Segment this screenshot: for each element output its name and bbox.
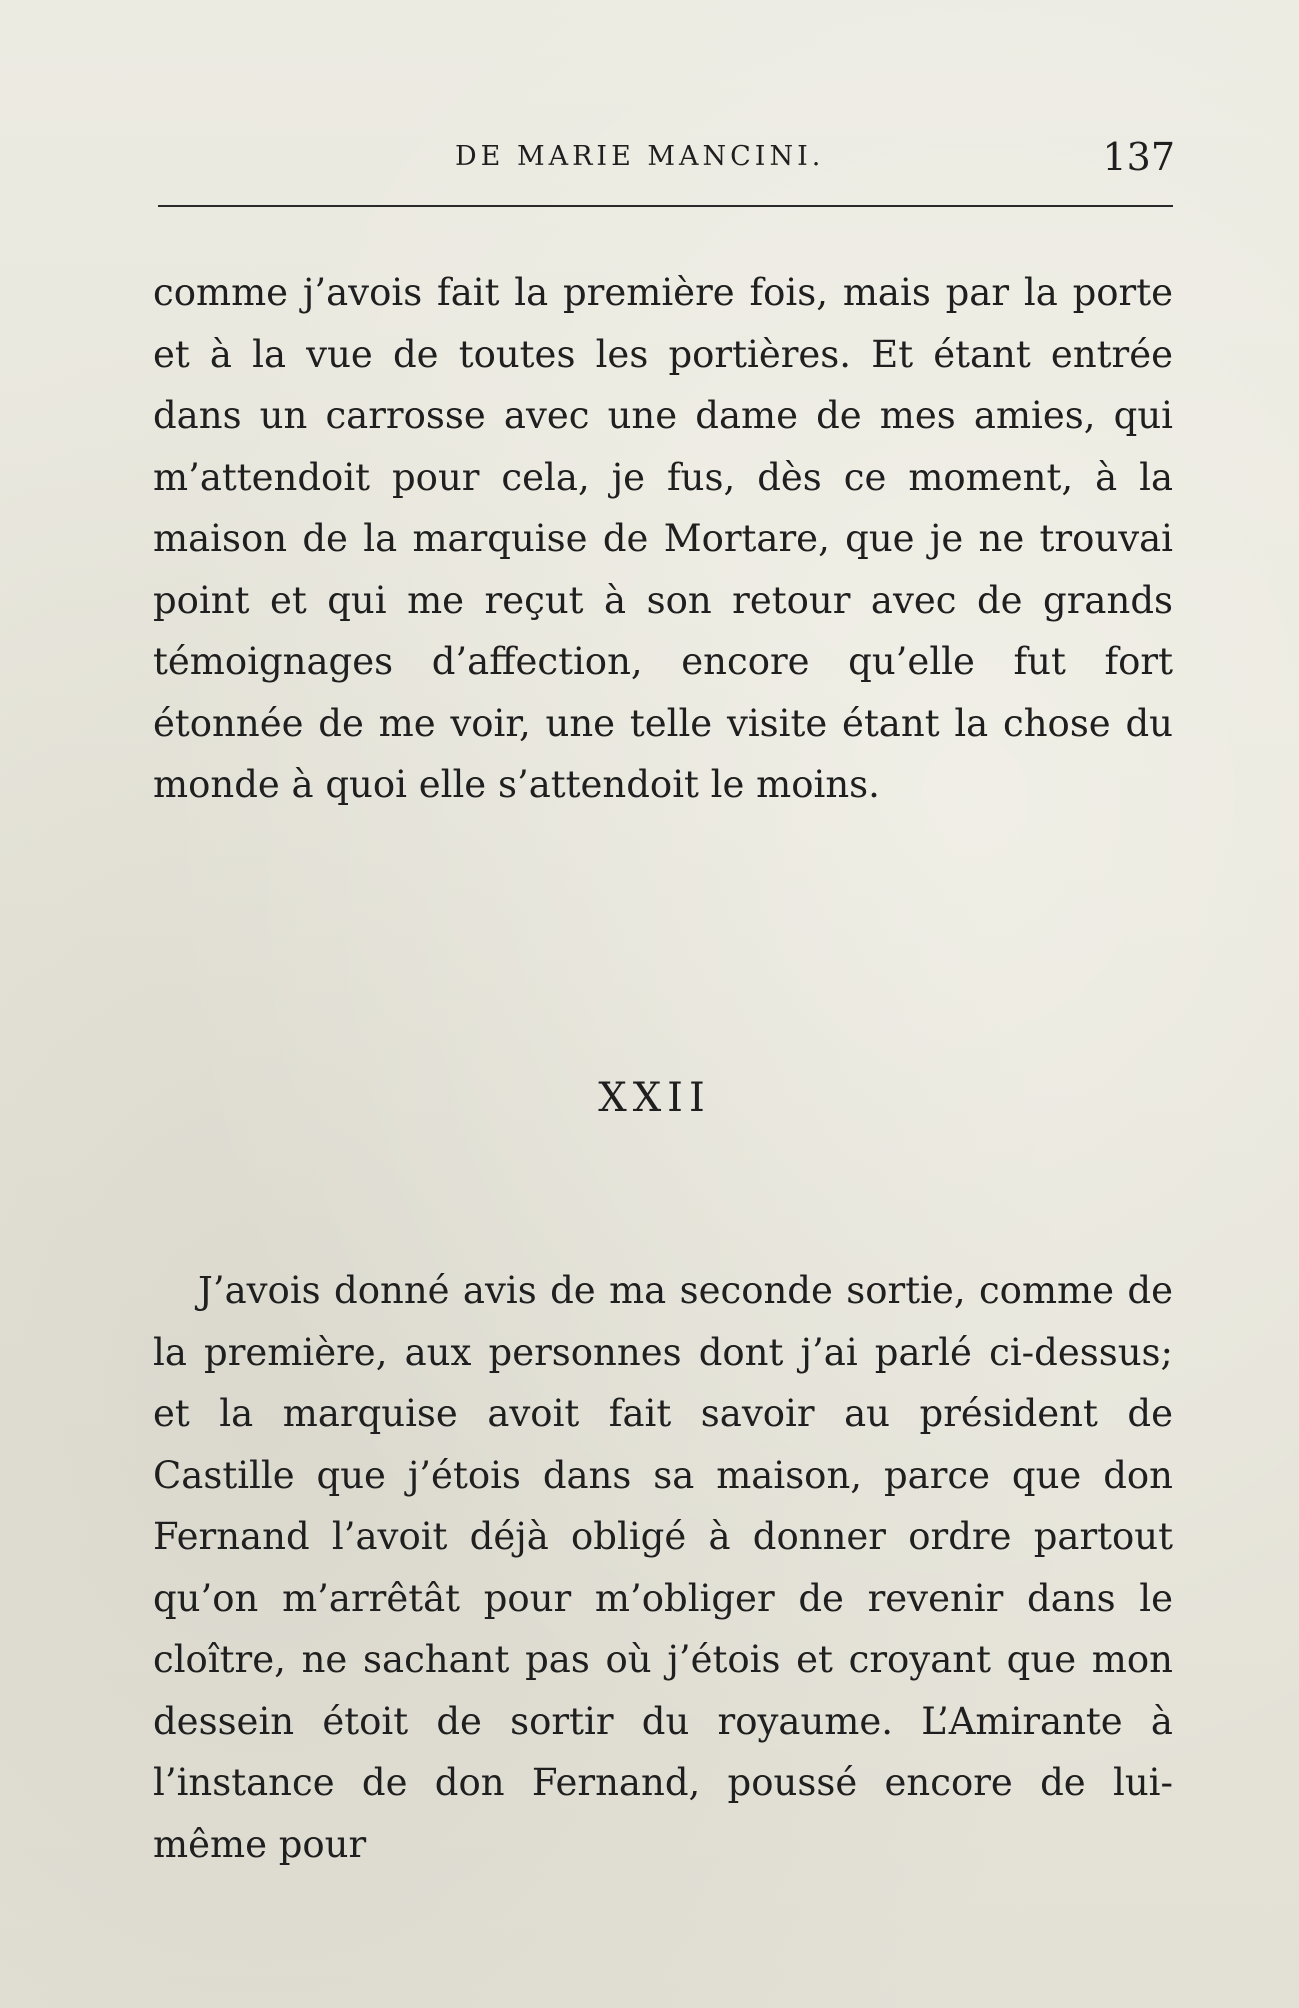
paragraph-continued: comme j’avois fait la première fois, mais par la porte et à la vue de toutes les portières. Et étant entrée dans un carrosse avec une dame de mes amies, qui m’attendoit pour cela, je fus, dès ce moment, à la maison de la marquise de Mortare, que je ne trouvai point et qui me reçut à son retour avec de grands témoignages d’affection, encore qu’elle fut fort étonnée de me voir, une telle visite étant la chose du monde à quoi elle s’attendoit le moins. <box>153 271 1173 806</box>
running-head <box>155 135 1175 185</box>
running-title: DE MARIE MANCINI. <box>455 141 825 172</box>
paragraph-chapter-opening: J’avois donné avis de ma seconde sortie, comme de la première, aux personnes dont j’ai parlé ci-dessus; et la marquise avoit fait savoir au président de Castille que j’étois dans sa maison, parce que don Fernand l’avoit déjà obligé à donner ordre partout qu’on m’arrêtât pour m’obliger de revenir dans le cloître, ne sachant pas où j’étois et croyant que mon dessein étoit de sortir du royaume. L’Amirante à l’instance de don Fernand, poussé encore de lui-même pour <box>153 1269 1173 1866</box>
page-number: 137 <box>1102 135 1175 179</box>
header-rule <box>158 205 1173 207</box>
chapter-number: XXII <box>598 1075 711 1121</box>
